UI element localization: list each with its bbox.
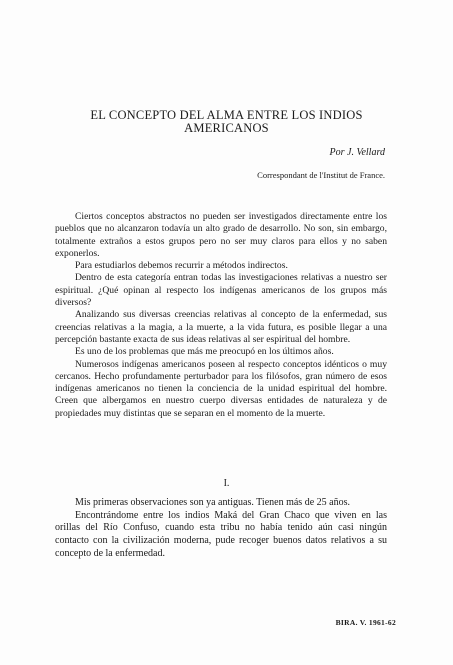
- paragraph: Dentro de esta categoría entran todas las investigaciones relativas a nuestro ser espiritual. ¿Qué opinan al respecto los indígenas americanos de los grupos más diversos?: [55, 272, 387, 309]
- paragraph: Analizando sus diversas creencias relativas al concepto de la enfermedad, sus creencias relativas a la magia, a la muerte, a la vida futura, es posible llegar a una percepción bastante exacta de sus ideas relativas al ser espiritual del hombre.: [55, 309, 387, 345]
- paragraph: Mis primeras observaciones son ya antiguas. Tienen más de 25 años.: [75, 497, 350, 508]
- author-affiliation: Correspondant de l'Institut de France.: [257, 170, 385, 180]
- section-separator: I.: [223, 478, 230, 489]
- article-title-line-1: EL CONCEPTO DEL ALMA ENTRE LOS INDIOS: [90, 108, 363, 122]
- journal-footer-ref: BIRA. V. 1961-62: [335, 618, 396, 627]
- author-name: J. Vellard: [347, 147, 385, 158]
- paragraph: Para estudiarlos debemos recurrir a métodos indirectos.: [75, 260, 288, 272]
- byline: [330, 147, 385, 158]
- paragraph: Encontrándome entre los indios Maká del Gran Chaco que viven en las orillas del Río Confuso, cuando esta tribu no había tenido aún casi ningún contacto con la civilización moderna, pude recoger buenos datos relativos a su concepto de la enfermedad.: [55, 509, 387, 559]
- body-section-intro: [55, 211, 387, 420]
- paragraph: Ciertos conceptos abstractos no pueden ser investigados directamente entre los pueblos que no alcanzaron todavía un alto grado de desarrollo. No son, sin embargo, totalmente extraños a estos grupos pero no ser muy claros para ellos y no saben exponerlos.: [55, 211, 387, 259]
- body-section-one: [55, 497, 387, 561]
- byline-prefix: Por: [329, 147, 345, 158]
- paragraph: Es uno de los problemas que más me preocupó en los últimos años.: [75, 346, 334, 358]
- article-title-line-2: AMERICANOS: [184, 121, 269, 135]
- paragraph: Numerosos indígenas americanos poseen al respecto conceptos idénticos o muy cercanos. Hecho profundamente perturbador para los filósofos, gran número de esos indígenas americanos no tienen la conciencia de la unidad espiritual del hombre. Creen que albergamos en nuestro cuerpo diversas entidades de naturaleza y de propiedades muy distintas que se separan en el momento de la muerte.: [55, 358, 387, 419]
